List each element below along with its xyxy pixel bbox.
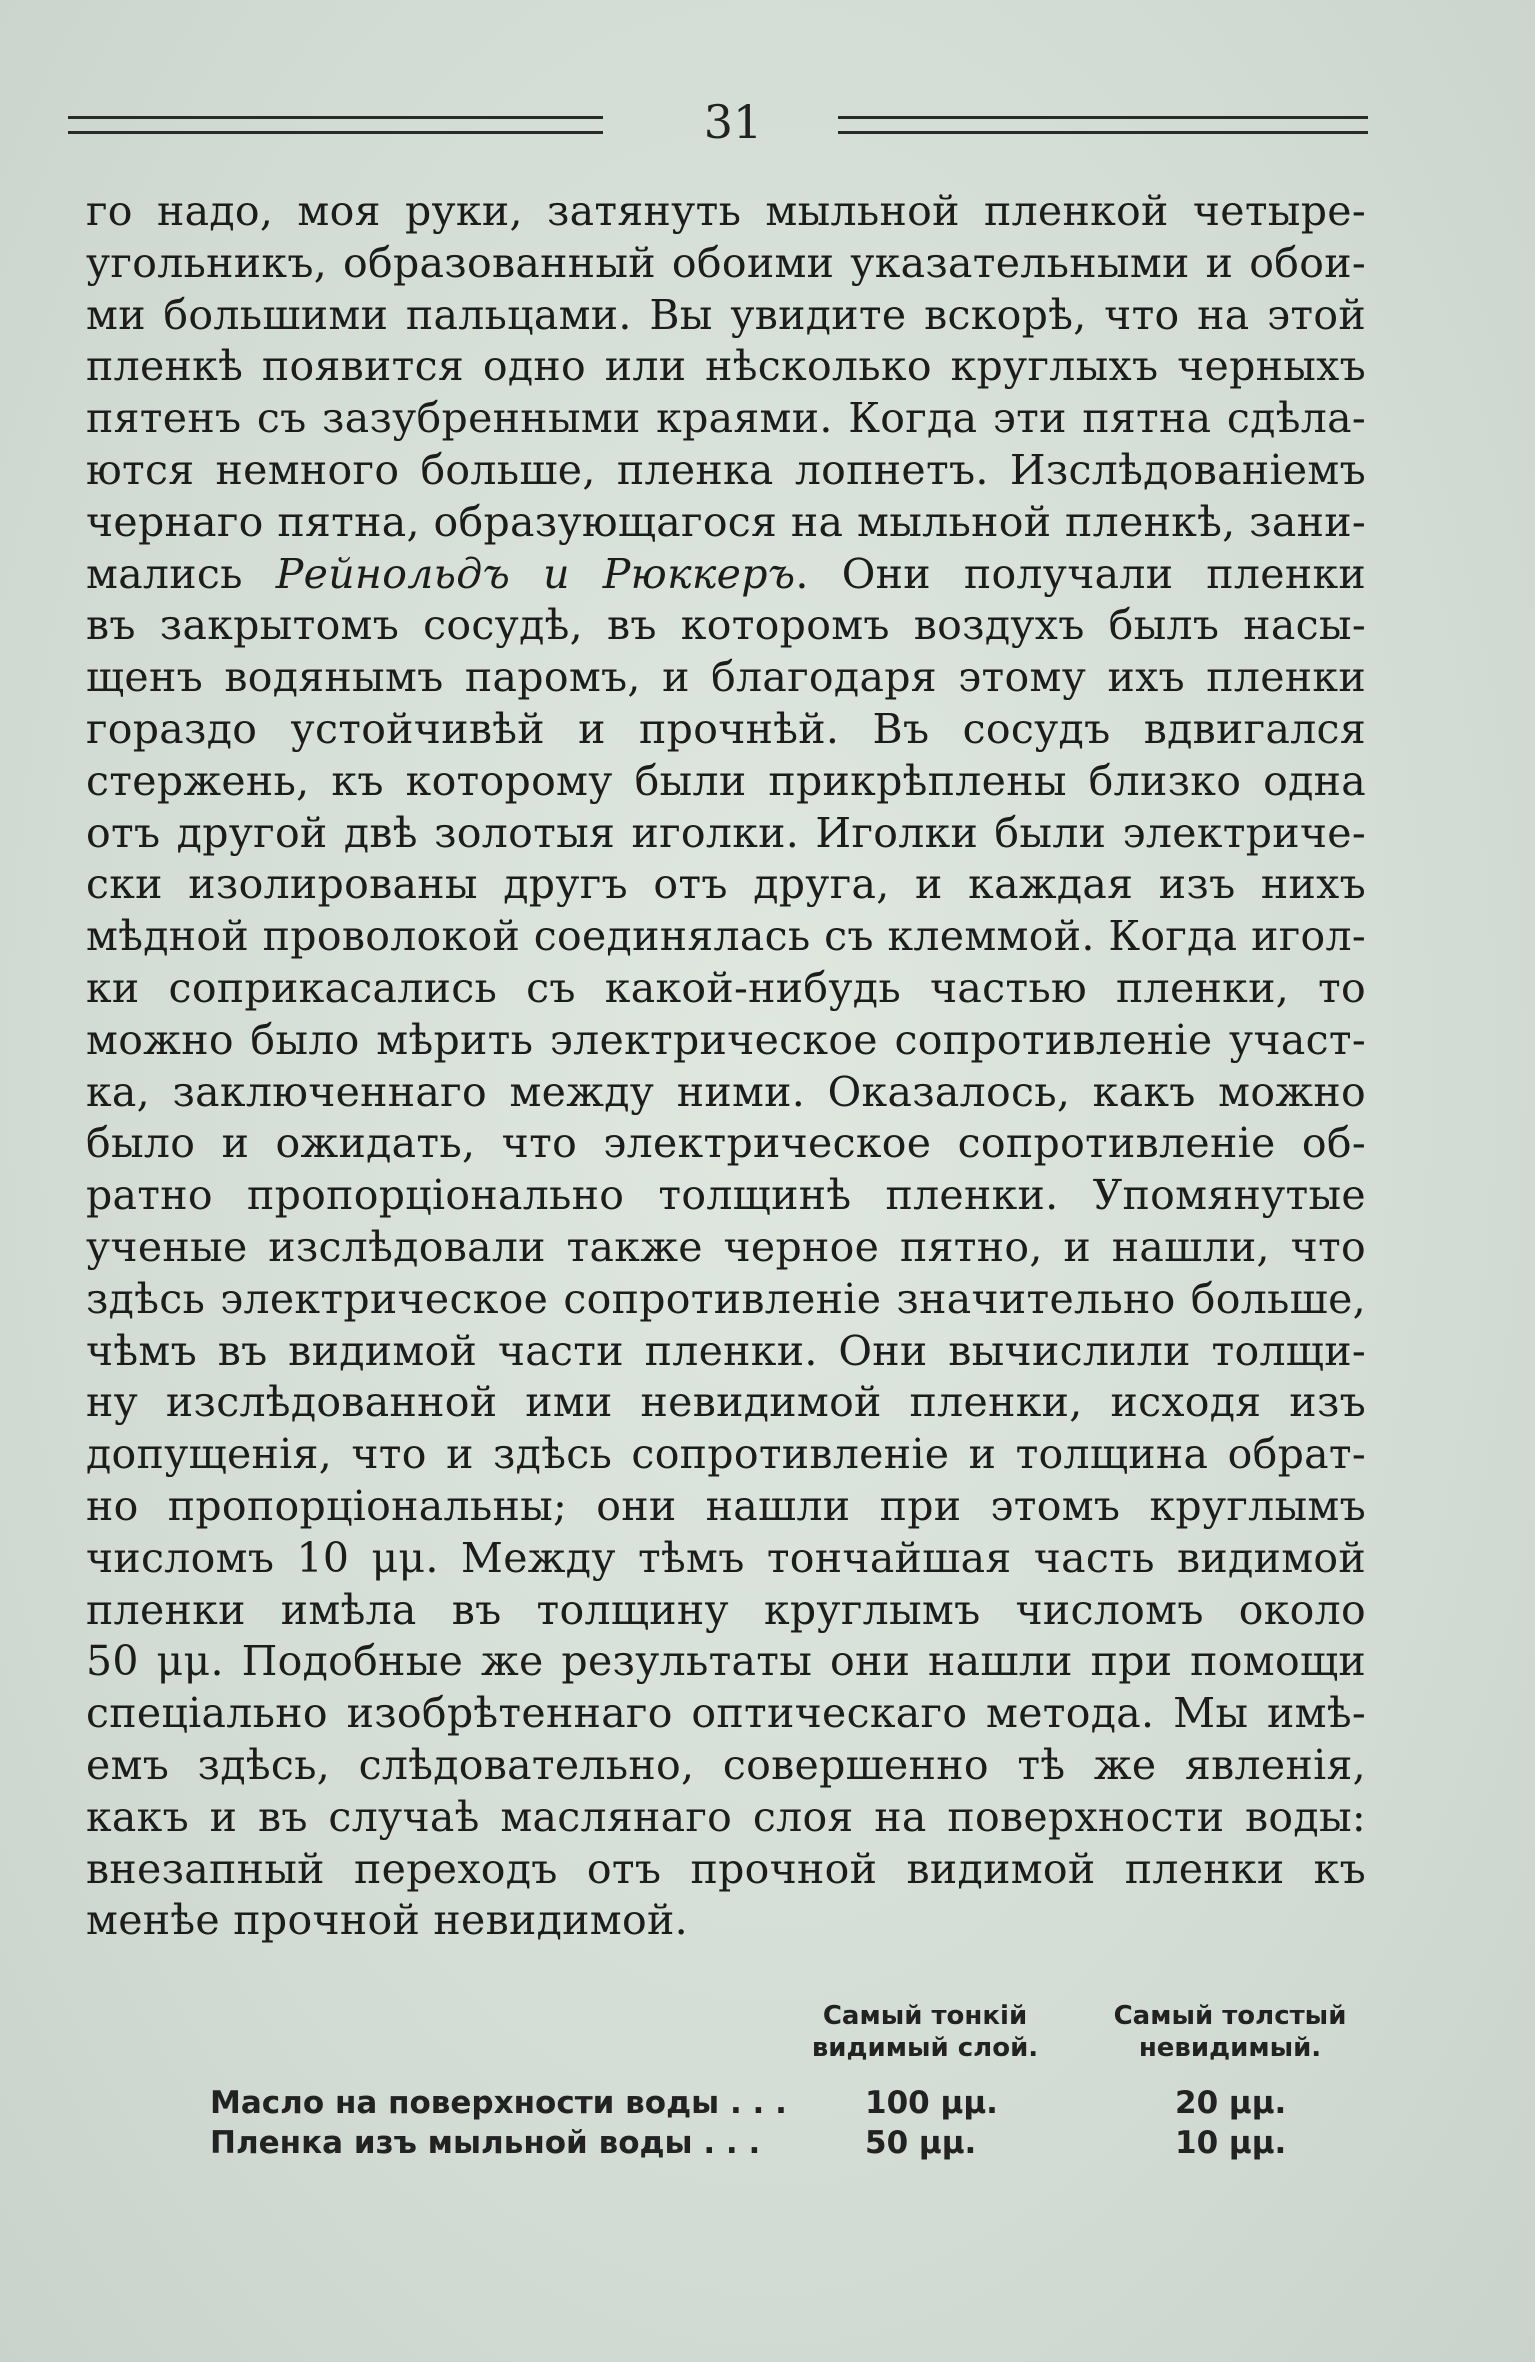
text-line: го надо, моя руки, затянуть мыльной пленкой четыре- [86, 187, 1366, 235]
text-line: было и ожидать, что электрическое сопротивленіе об- [86, 1119, 1366, 1168]
text-line: щенъ водянымъ паромъ, и благодаря этому ихъ пленки [86, 653, 1366, 702]
text-fragment: мались [86, 549, 276, 598]
text-line: 50 μμ. Подобные же результаты они нашли при помощи [86, 1637, 1366, 1686]
text-line: емъ здѣсь, слѣдовательно, совершенно тѣ же явленія, [86, 1740, 1366, 1789]
column-header-line: видимый слой. [811, 2033, 1039, 2063]
text-line: ратно пропорціонально толщинѣ пленки. Упомянутые [86, 1171, 1366, 1220]
text-line: ка, заключеннаго между ними. Оказалось, какъ можно [86, 1067, 1366, 1116]
text-line: пленки имѣла въ толщину круглымъ числомъ около [86, 1585, 1366, 1634]
text-line: но пропорціональны; они нашли при этомъ круглымъ [86, 1481, 1366, 1530]
text-line: въ закрытомъ сосудѣ, въ которомъ воздухъ былъ насы- [86, 601, 1366, 650]
text-line: пленкѣ появится одно или нѣсколько круглыхъ черныхъ [86, 342, 1366, 391]
author-names: Рейнольдъ и Рюккеръ [275, 549, 796, 598]
row-label: Пленка изъ мыльной воды . . . [210, 2125, 761, 2161]
text-line: ну изслѣдованной ими невидимой пленки, исходя изъ [86, 1378, 1366, 1427]
text-line: ми большими пальцами. Вы увидите вскорѣ, что на этой [86, 290, 1366, 339]
text-line: допущенія, что и здѣсь сопротивленіе и толщина обрат- [86, 1430, 1366, 1479]
column-header-thick-invisible [1090, 2000, 1370, 2064]
column-header-thin-visible [800, 2000, 1050, 2064]
column-header-line: Самый толстый [1113, 2001, 1347, 2031]
text-line: внезапный переходъ отъ прочной видимой пленки къ [86, 1844, 1366, 1893]
text-line: мѣдной проволокой соединялась съ клеммой. Когда игол- [86, 912, 1366, 961]
table-row [210, 2084, 1380, 2122]
text-line: отъ другой двѣ золотыя иголки. Иголки были электриче- [86, 808, 1366, 857]
thick-invisible-value: 20 μμ. [1175, 2085, 1287, 2121]
text-line: ются немного больше, пленка лопнетъ. Изслѣдованіемъ [86, 445, 1366, 494]
text-line: числомъ 10 μμ. Между тѣмъ тончайшая часть видимой [86, 1533, 1366, 1582]
text-line: пятенъ съ зазубренными краями. Когда эти пятна сдѣла- [86, 394, 1366, 443]
text-line: менѣе прочной невидимой. [86, 1896, 688, 1945]
text-line: чѣмъ въ видимой части пленки. Они вычислили толщи- [86, 1326, 1366, 1375]
header-rule-left [68, 116, 603, 134]
text-line: ки соприкасались съ какой-нибудь частью пленки, то [86, 963, 1366, 1012]
thin-visible-value: 100 μμ. [865, 2085, 998, 2121]
column-header-line: Самый тонкій [822, 2001, 1028, 2031]
text-line: ученые изслѣдовали также черное пятно, и нашли, что [86, 1222, 1366, 1271]
thin-visible-value: 50 μμ. [865, 2125, 977, 2161]
text-line: угольникъ, образованный обоими указательными и обои- [86, 238, 1366, 287]
page-header [68, 96, 1368, 156]
text-fragment: . Они получали пленки [795, 549, 1367, 598]
text-line: спеціально изобрѣтеннаго оптическаго метода. Мы имѣ- [86, 1689, 1366, 1738]
text-line: можно было мѣрить электрическое сопротивленіе участ- [86, 1015, 1366, 1064]
page-number: 31 [703, 95, 763, 149]
thick-invisible-value: 10 μμ. [1175, 2125, 1287, 2161]
text-line: здѣсь электрическое сопротивленіе значительно больше, [86, 1274, 1366, 1323]
text-line-authors [86, 549, 1366, 601]
text-line: гораздо устойчивѣй и прочнѣй. Въ сосудъ вдвигался [86, 704, 1366, 753]
text-line: ски изолированы другъ отъ друга, и каждая изъ нихъ [86, 860, 1366, 909]
column-header-line: невидимый. [1138, 2033, 1322, 2063]
text-line: какъ и въ случаѣ маслянаго слоя на поверхности воды: [86, 1792, 1366, 1841]
text-line: чернаго пятна, образующагося на мыльной пленкѣ, зани- [86, 497, 1366, 546]
body-text [86, 186, 1366, 1947]
table-row [210, 2124, 1380, 2162]
row-label: Масло на поверхности воды . . . [210, 2085, 787, 2121]
header-rule-right [838, 116, 1368, 134]
text-line: стержень, къ которому были прикрѣплены близко одна [86, 756, 1366, 805]
